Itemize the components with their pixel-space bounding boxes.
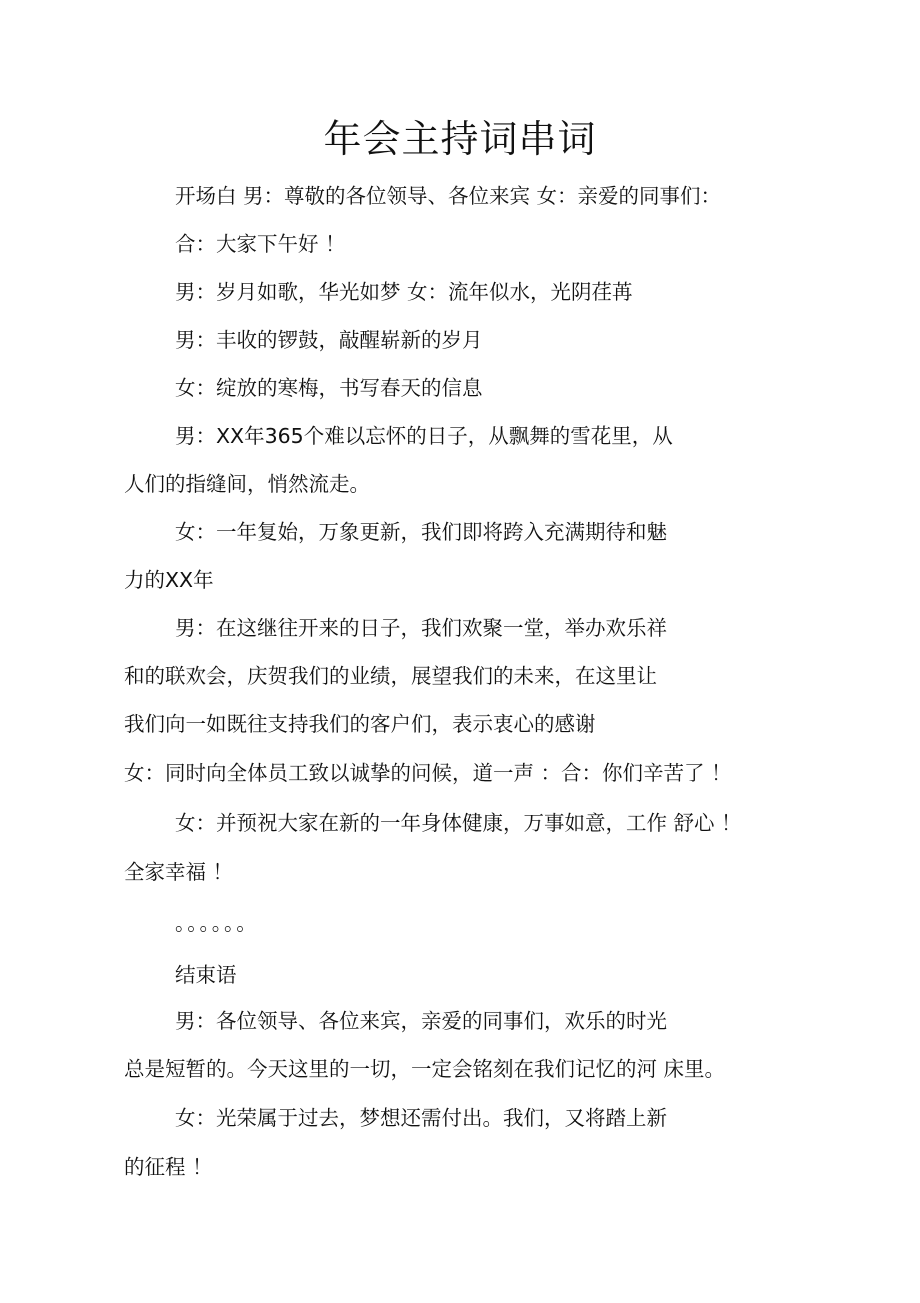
paragraph-line: 男：岁月如歌，华光如梦 女：流年似水，光阴荏苒	[175, 280, 633, 304]
paragraph-line: 女：并预祝大家在新的一年身体健康，万事如意，工作 舒心 ！	[175, 811, 742, 835]
paragraph-line: 女：绽放的寒梅，书写春天的信息	[175, 376, 483, 400]
paragraph-line: 女：一年复始，万象更新，我们即将跨入充满期待和魅	[175, 520, 667, 544]
paragraph-line: 女：光荣属于过去，梦想还需付出。我们，又将踏上新	[175, 1106, 667, 1130]
paragraph-line: 女：同时向全体员工致以诚挚的问候，道一声 ：合：你们辛苦了 ！	[124, 761, 732, 785]
paragraph-line: 男：各位领导、各位来宾，亲爱的同事们，欢乐的时光	[175, 1009, 667, 1033]
paragraph-line: 男：XX年365个难以忘怀的日子，从飘舞的雪花里，从	[175, 424, 673, 448]
paragraph-line: 总是短暂的。今天这里的一切，一定会铭刻在我们记忆的河 床里。	[124, 1057, 726, 1081]
paragraph-line: 合：大家下午好 ！	[175, 232, 346, 256]
paragraph-line: 开场白 男：尊敬的各位领导、各位来宾 女：亲爱的同事们：	[175, 184, 722, 208]
paragraph-line: 男：丰收的锣鼓，敲醒崭新的岁月	[175, 328, 483, 352]
paragraph-line: 的征程 ！	[124, 1155, 213, 1179]
paragraph-line: 全家幸福 ！	[124, 860, 234, 884]
paragraph-line: 人们的指缝间，悄然流走。	[124, 472, 370, 496]
section-heading: 结束语	[175, 963, 237, 987]
ellipsis-separator: 。。。。。。	[175, 911, 259, 935]
paragraph-line: 男：在这继往开来的日子，我们欢聚一堂，举办欢乐祥	[175, 616, 667, 640]
paragraph-line: 力的XX年	[124, 568, 214, 592]
paragraph-line: 我们向一如既往支持我们的客户们，表示衷心的感谢	[124, 712, 596, 736]
paragraph-line: 和的联欢会，庆贺我们的业绩，展望我们的未来，在这里让	[124, 664, 657, 688]
document-title: 年会主持词串词	[323, 117, 597, 161]
